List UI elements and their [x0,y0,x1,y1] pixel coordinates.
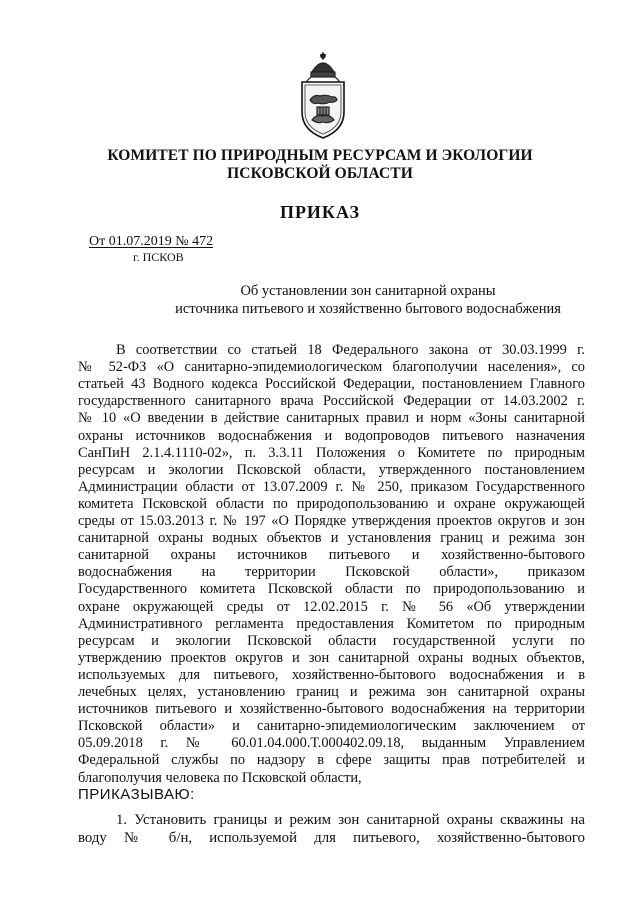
body-line: СанПиН 2.1.4.1110-02», п. 3.3.11 Положения о Комитете по природным [78,444,585,461]
body-line: охраны источников водоснабжения и водопроводов питьевого назначения [78,427,585,444]
body-line: Псковской области» и санитарно-эпидемиологическим заключением от [78,718,585,735]
coat-of-arms-icon [294,50,352,140]
city-label: г. ПСКОВ [133,250,184,264]
body-line: лечебных целях, установлению границ и режима зон санитарной охраны [78,684,585,700]
decree-word: ПРИКАЗЫВАЮ: [78,786,195,803]
body-line: утверждению проектов округов и зон санитарной охраны водных объектов, [78,649,585,666]
body-line: статьей 43 Водного кодекса Российской Федерации, постановлением Главного [78,376,585,393]
body-line: ресурсам и экологии Псковской области, утвержденного постановлением [78,461,585,478]
organization-name-line1: КОМИТЕТ ПО ПРИРОДНЫМ РЕСУРСАМ И ЭКОЛОГИИ [107,147,533,164]
body-line: государственного санитарного врача Российской Федерации от 14.03.2002 г. [78,393,585,410]
body-line: В соответствии со статьей 18 Федерального закона от 30.03.1999 г. [116,342,585,358]
body-line: источников питьевого и хозяйственно-бытового водоснабжения на территории [78,701,585,718]
subject-line1: Об установлении зон санитарной охраны [240,283,496,299]
body-line: санитарной охраны источников питьевого и хозяйственно-бытового [78,547,585,564]
body-line: № 52-ФЗ «О санитарно-эпидемиологическом благополучии населения», со [78,359,585,376]
body-line: комитета Псковской области по природопользованию и охране окружающей [78,495,585,512]
body-line: ресурсам и экологии Псковской области государственной услуги по [78,632,585,649]
document-type-title: ПРИКАЗ [279,202,361,222]
body-line: водоснабжения на территории Псковской области», приказом [78,564,585,581]
body-line: Государственного комитета Псковской области по природопользованию и [78,581,585,598]
organization-name-line2: ПСКОВСКОЙ ОБЛАСТИ [227,165,413,182]
point-1-line: воду № б/н, используемой для питьевого, хозяйственно-бытового [78,830,585,846]
body-line: используемых для питьевого, хозяйственно-бытового водоснабжения и в [78,666,585,683]
point-1-line: 1. Установить границы и режим зон санитарной охраны скважины на [116,812,585,828]
date-and-number: От 01.07.2019 № 472 [89,234,214,249]
body-line: санитарной охраны водных объектов и установления границ и режима зон [78,530,585,547]
body-line: Федеральной службы по надзору в сфере защиты прав потребителей и [78,752,585,769]
body-line: Администрации области от 13.07.2009 г. № 250, приказом Государственного [78,478,585,495]
body-line: благополучия человека по Псковской области, [78,769,362,786]
body-line: Административного регламента предоставления Комитетом по природным [78,615,585,632]
body-line: среды от 15.03.2013 г. № 197 «О Порядке утверждения проектов округов и зон [78,513,585,529]
body-line: 05.09.2018 г. № 60.01.04.000.Т.000402.09.18, выданным Управлением [78,735,585,752]
body-line: охране окружающей среды от 12.02.2015 г. № 56 «Об утверждении [78,598,585,615]
subject-line2: источника питьевого и хозяйственно бытового водоснабжения [175,301,561,317]
body-line: № 10 «О введении в действие санитарных правил и норм «Зоны санитарной [78,410,585,427]
